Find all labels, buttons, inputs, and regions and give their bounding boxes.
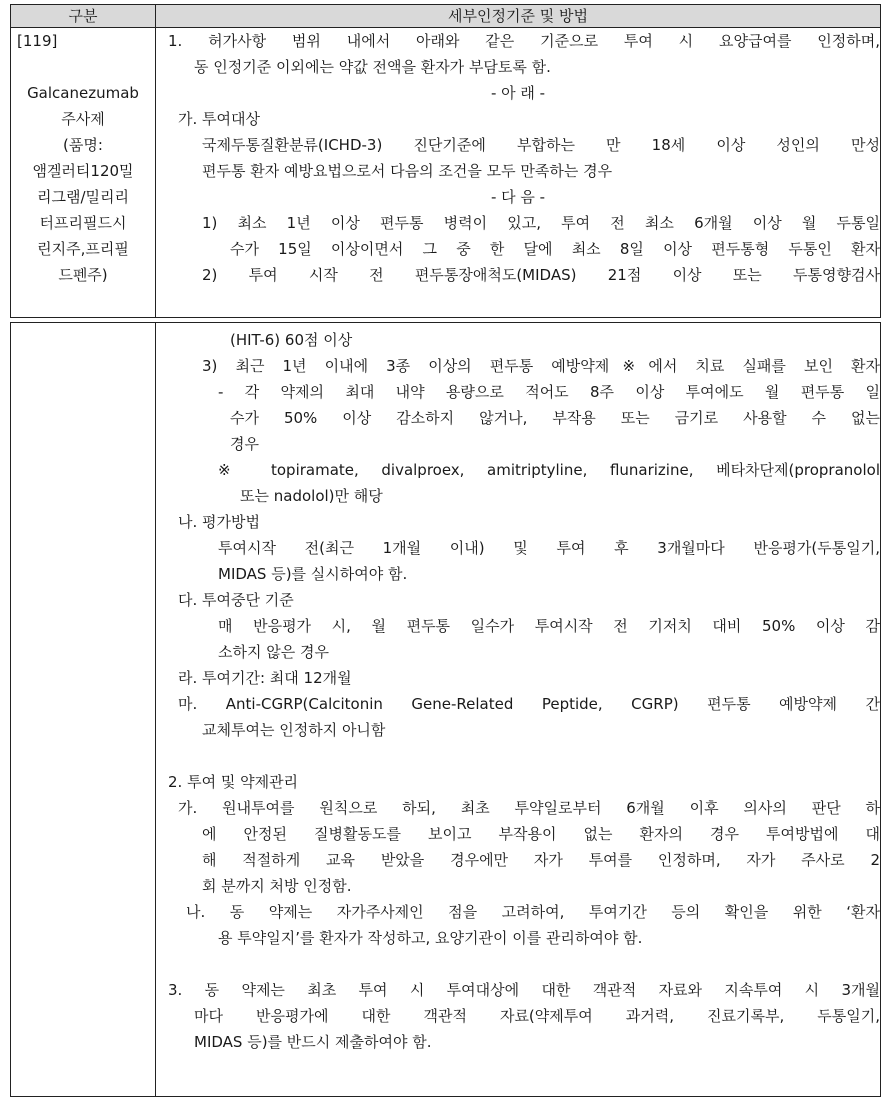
text-line: 2) 투여 시작 전 편두통장애척도(MIDAS) 21점 이상 또는 두통영향검사 [202,266,880,284]
text-line: MIDAS 등)를 반드시 제출하여야 함. [194,1033,432,1051]
header-criteria: 세부인정기준 및 방법 [156,5,881,28]
drug-category-cell [11,28,156,318]
text-line: 편두통 환자 예방요법으로서 다음의 조건을 모두 만족하는 경우 [202,162,613,180]
text-line: 매 반응평가 시, 월 편두통 일수가 투여시작 전 기저치 대비 50% 이상 감 [218,617,880,635]
text-line: 가. 투여대상 [178,110,260,128]
text-line: 라. 투여기간: 최대 12개월 [178,669,352,687]
text-line: 다. 투여중단 기준 [178,591,294,609]
product-name-line: 앰겔러티120밀 [32,162,134,180]
text-line: 회 분까지 처방 인정함. [202,877,352,895]
criteria-content-page-2 [156,323,881,1097]
criteria-table-page-1 [10,4,881,318]
text-line: - 다 음 - [490,188,546,206]
criteria-table-page-2 [10,322,881,1097]
text-line: 3) 최근 1년 이내에 3종 이상의 편두통 예방약제※에서 치료 실패를 보인 환자 [202,357,880,375]
header-category: 구분 [11,5,156,28]
text-line: 동 인정기준 이외에는 약값 전액을 환자가 부담토록 함. [194,58,551,76]
text-line: 가. 원내투여를 원칙으로 하되, 최초 투약일로부터 6개월 이후 의사의 판단 하 [178,799,880,817]
text-line: 투여시작 전(최근 1개월 이내) 및 투여 후 3개월마다 반응평가(두통일기, [218,539,880,557]
text-line: 2. 투여 및 약제관리 [168,773,299,791]
criteria-content-page-1 [156,28,881,318]
text-line: 경우 [230,435,259,453]
text-line: - 아 래 - [490,84,546,102]
text-line: 또는 nadolol)만 해당 [240,487,383,505]
text-line: 교체투여는 인정하지 아니함 [202,721,386,739]
text-line: 나. 평가방법 [178,513,260,531]
text-line: MIDAS 등)를 실시하여야 함. [218,565,408,583]
text-line: 1) 최소 1년 이상 편두통 병력이 있고, 투여 전 최소 6개월 이상 월 두통일 [202,214,880,232]
text-line: 용 투약일지’를 환자가 작성하고, 요양기관이 이를 관리하여야 함. [218,929,643,947]
text-line: 수가 15일 이상이면서 그 중 한 달에 최소 8일 이상 편두통형 두통인 환자 [230,240,880,258]
product-name-line: (품명: [63,136,103,154]
text-line: 소하지 않은 경우 [218,643,329,661]
text-line: 에 안정된 질병활동도를 보이고 부작용이 없는 환자의 경우 투여방법에 대 [202,825,880,843]
text-line: 3. 동 약제는 최초 투여 시 투여대상에 대한 객관적 자료와 지속투여 시 3개월 [168,981,880,999]
drug-form: 주사제 [61,110,105,128]
text-line: 해 적절하게 교육 받았을 경우에만 자가 투여를 인정하며, 자가 주사로 2 [202,851,880,869]
text-line: ※ topiramate, divalproex, amitriptyline, flunarizine, 베타차단제(propranolol [218,461,880,479]
text-line: 수가 50% 이상 감소하지 않거나, 부작용 또는 금기로 사용할 수 없는 [230,409,880,427]
text-line: - 각 약제의 최대 내약 용량으로 적어도 8주 이상 투여에도 월 편두통 일 [218,383,880,401]
text-line: 마. Anti-CGRP(Calcitonin Gene-Related Peptide, CGRP) 편두통 예방약제 간 [178,695,880,713]
drug-name: Galcanezumab [27,84,139,102]
text-line: 마다 반응평가에 대한 객관적 자료(약제투여 과거력, 진료기록부, 두통일기, [194,1007,880,1025]
text-line: 나. 동 약제는 자가주사제인 점을 고려하여, 투여기간 등의 확인을 위한 ‘환자 [186,903,880,921]
text-line: (HIT-6) 60점 이상 [230,331,353,349]
item-number: [119] [17,32,58,50]
text-line: 1. 허가사항 범위 내에서 아래와 같은 기준으로 투여 시 요양급여를 인정하며, [168,32,880,50]
product-name-line: 드펜주) [58,266,108,284]
text-line: 국제두통질환분류(ICHD-3) 진단기준에 부합하는 만 18세 이상 성인의 만성 [202,136,880,154]
empty-category-cell [11,323,156,1097]
product-name-line: 터프리필드시 [39,214,127,232]
product-name-line: 리그램/밀리리 [37,188,129,206]
product-name-line: 린지주,프리필 [37,240,129,258]
